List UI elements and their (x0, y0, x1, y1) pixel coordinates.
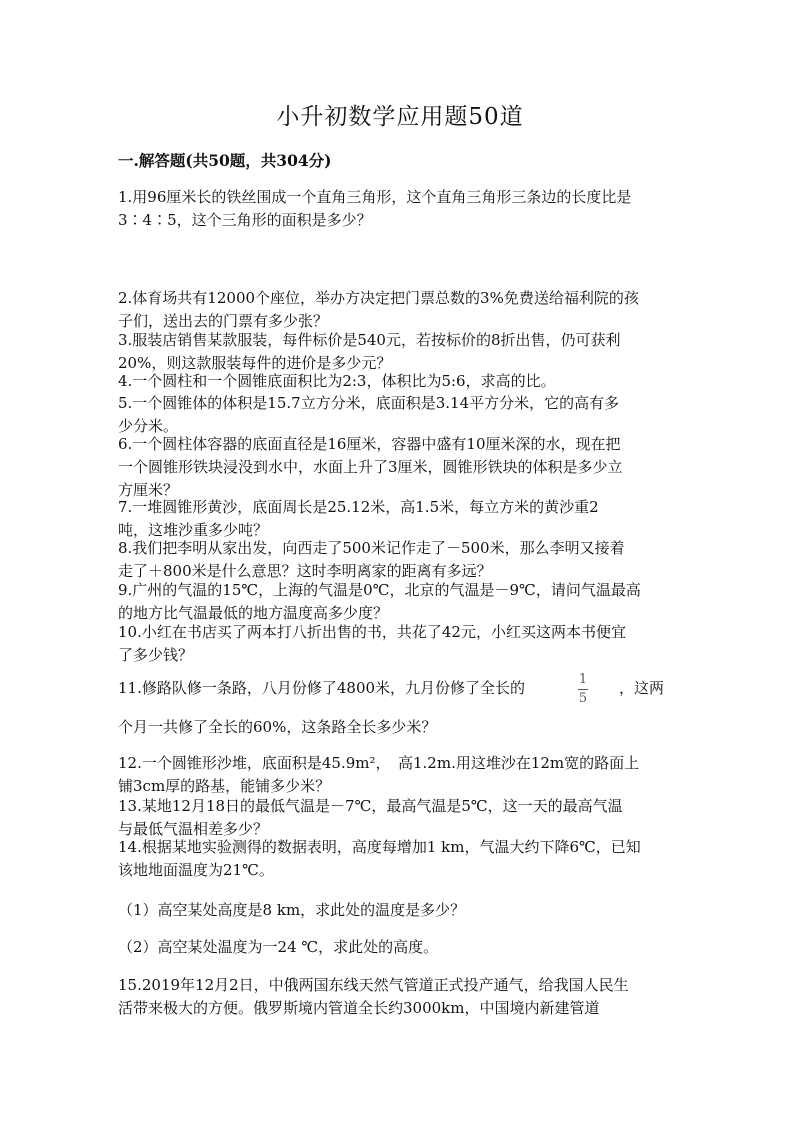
question-line: 3.服装店销售某款服装，每件标价是540元，若按标价的8折出售，仍可获利 (118, 331, 621, 349)
question-line: 铺3cm厚的路基，能铺多少米？ (118, 777, 331, 795)
question-11-tail (619, 677, 689, 700)
question-1 (118, 186, 682, 232)
question-line: 12.一个圆锥形沙堆，底面积是45.9m²， 高1.2m.用这堆沙在12m宽的路面上 (118, 754, 640, 772)
question-line: 2.体育场共有12000个座位，举办方决定把门票总数的3%免费送给福利院的孩 (118, 289, 639, 307)
question-14-part-2 (118, 936, 682, 959)
question-line: 11.修路队修一条路，八月份修了4800米，九月份修了全长的 (118, 679, 526, 697)
question-line: 活带来极大的方便。俄罗斯境内管道全长约3000km，中国境内新建管道 (118, 999, 600, 1017)
question-7 (118, 496, 682, 542)
question-line: 6.一个圆柱体容器的底面直径是16厘米，容器中盛有10厘米深的水，现在把 (118, 435, 621, 453)
question-line: 了多少钱？ (118, 646, 194, 664)
question-line: 8.我们把李明从家出发，向西走了500米记作走了－500米，那么李明又接着 (118, 539, 625, 557)
question-line: 的地方比气温最低的地方温度高多少度？ (118, 604, 389, 622)
question-line: ，这两 (619, 679, 665, 697)
question-line: 14.根据某地实验测得的数据表明，高度每增加1 km，气温大约下降6℃，已知 (118, 838, 641, 856)
question-15 (118, 974, 682, 1020)
question-line: 该地地面温度为21℃。 (118, 861, 274, 879)
question-line: 走了＋800米是什么意思？这时李明离家的距离有多远？ (118, 562, 492, 580)
question-9 (118, 579, 682, 625)
fraction-numerator: 1 (578, 672, 588, 687)
question-6 (118, 433, 682, 502)
question-line: 3∶4∶5，这个三角形的面积是多少？ (118, 211, 372, 229)
page-title: 小升初数学应用题50道 (276, 104, 524, 130)
fraction (578, 673, 588, 706)
question-line: 吨，这堆沙重多少吨？ (118, 521, 269, 539)
question-4 (118, 370, 682, 393)
question-line: 7.一堆圆锥形黄沙，底面周长是25.12米，高1.5米，每立方米的黄沙重2 (118, 498, 599, 516)
question-line: 5.一个圆锥体的体积是15.7立方分米，底面积是3.14平方分米，它的高有多 (118, 394, 620, 412)
question-line: 少分米。 (118, 417, 179, 435)
question-10 (118, 621, 682, 667)
question-line: 与最低气温相差多少？ (118, 820, 269, 838)
question-14 (118, 836, 682, 882)
question-8 (118, 537, 682, 583)
question-11 (118, 677, 682, 700)
fraction-denominator: 5 (578, 691, 588, 706)
question-line: 4.一个圆柱和一个圆锥底面积比为2:3，体积比为5:6，求高的比。 (118, 372, 556, 390)
question-line: 方厘米？ (118, 481, 179, 499)
section-heading: 一.解答题(共50题，共304分) (118, 151, 332, 170)
question-line: 个月一共修了全长的60%，这条路全长多少米？ (118, 718, 437, 736)
question-line: 1.用96厘米长的铁丝围成一个直角三角形，这个直角三角形三条边的长度比是 (118, 188, 632, 206)
question-line: 子们，送出去的门票有多少张？ (118, 312, 329, 330)
question-line: 一个圆锥形铁块浸没到水中，水面上升了3厘米，圆锥形铁块的体积是多少立 (118, 458, 623, 476)
question-2 (118, 287, 682, 333)
question-line: 9.广州的气温的15℃，上海的气温是0℃，北京的气温是－9℃，请问气温最高 (118, 581, 641, 599)
question-line: 13.某地12月18日的最低气温是－7℃，最高气温是5℃，这一天的最高气温 (118, 797, 623, 815)
question-3 (118, 329, 682, 375)
question-line: （1）高空某处高度是8 km，求此处的温度是多少？ (118, 901, 466, 919)
question-line: 10.小红在书店买了两本打八折出售的书，共花了42元，小红买这两本书便宜 (118, 623, 626, 641)
question-5 (118, 392, 682, 438)
question-11-continued (118, 716, 682, 739)
question-14-part-1 (118, 899, 682, 922)
question-line: （2）高空某处温度为一24 ℃，求此处的高度。 (118, 938, 439, 956)
question-line: 15.2019年12月2日，中俄两国东线天然气管道正式投产通气，给我国人民生 (118, 976, 629, 994)
question-line: 20%，则这款服装每件的进价是多少元？ (118, 354, 392, 372)
fraction-bar (578, 689, 588, 690)
question-13 (118, 795, 682, 841)
question-12 (118, 752, 682, 798)
